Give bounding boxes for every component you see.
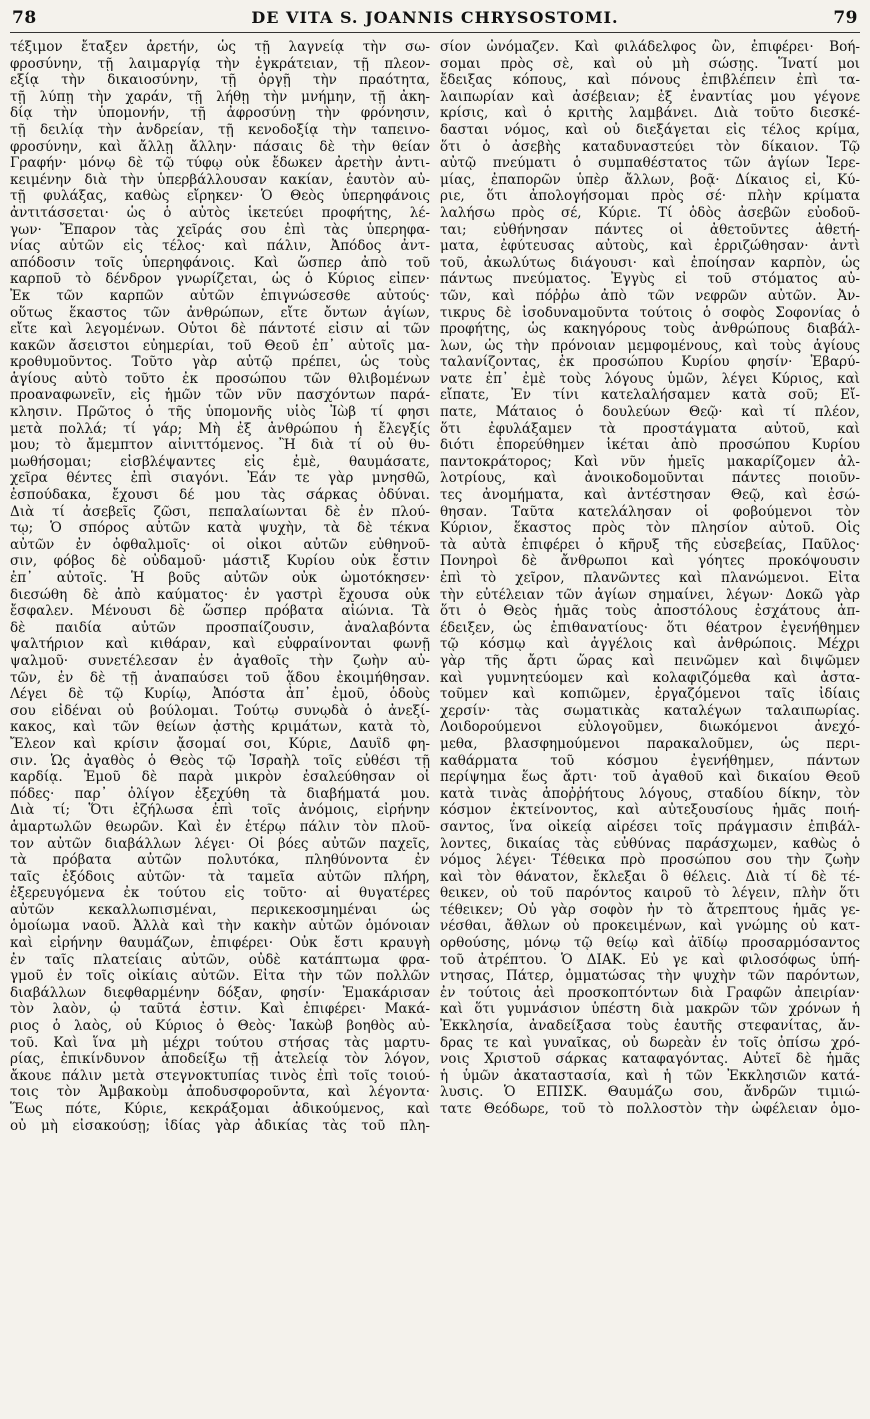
text-line: ὅτι ὁ ἀσεβὴς καταδυναστεύει τὸν δίκαιον. Τῷ: [440, 138, 860, 155]
text-line: ἐπ᾽ αὐτοῖς. Ἡ βοῦς αὐτῶν οὐκ ὠμοτόκησεν·: [10, 570, 430, 586]
text-line: τῷ κόσμῳ καὶ ἀγγέλοις καὶ ἀνθρώποις. Μέχρι: [440, 636, 860, 653]
text-line: ὅτι ὁ Θεὸς ἡμᾶς τοὺς ἀποστόλους ἐσχάτους ἀπ-: [440, 603, 860, 620]
text-line: ἁγίους αὐτὸ τοῦτο ἐκ προσώπου τῶν θλιβομένων: [10, 370, 430, 387]
text-line: ψαλτήριον καὶ κιθάραν, καὶ εὐφραίνονται φωνῇ: [10, 636, 430, 653]
text-line: κακῶν ἄσειστοι εὐημερίαι, τοῦ Θεοῦ ἐπ᾽ αὐτοῖς μα-: [10, 337, 430, 354]
text-line: εξίᾳ τὴν δικαιοσύνην, τῇ ὀργῇ τὴν πραότητα,: [10, 72, 430, 89]
text-line: πάντως πνεύματος. Ἐγγὺς εἶ τοῦ στόματος αὐ-: [440, 271, 860, 288]
text-line: λων, ὡς τὴν πρόνοιαν μεμφομένους, καὶ τοὺς ἁγίους: [440, 337, 860, 354]
text-line: μετὰ πολλά; τί γάρ; Μὴ ἐξ ἀνθρώπου ἡ ἔλεγξίς: [10, 420, 430, 437]
text-line: μωθήσομαι; εἰσβλέψαντες εἰς ἐμὲ, θαυμάσατε,: [10, 453, 430, 470]
text-line: μίας, ἐπαπορῶν ὑπὲρ ἄλλων, βοᾷ· Δίκαιος εἶ, Κύ-: [440, 171, 860, 188]
text-line: τέξιμον ἔταξεν ἀρετήν, ὡς τῇ λαγνείᾳ τὴν σω-: [10, 39, 430, 55]
text-line: Κύριον, ἕκαστος πρὸς τὸν πλησίον αὐτοῦ. Οἷς: [440, 520, 860, 537]
page-number-left: 78: [12, 8, 37, 28]
text-line: ματα, ἐφύτευσας αὐτοὺς, καὶ ἐρριζώθησαν· ἀντὶ: [440, 238, 860, 255]
text-line: έδειξεν, ὡς ἐπιθανατίους· ὅτι θέατρον ἐγενήθημεν: [440, 619, 860, 636]
text-line: τὰ πρόβατα αὐτῶν πολυτόκα, πληθύνοντα ἐν: [10, 852, 430, 869]
text-line: τον αὐτῶν διαβάλλων λέγει· Οἱ βόες αὐτῶν παχεῖς,: [10, 835, 430, 852]
text-line: νοις Χριστοῦ σάρκας καταφαγόντας. Αὐτεῖ δὲ ἡμᾶς: [440, 1051, 860, 1068]
text-line: τοῦ ἀτρέπτου. Ὁ ΔΙΑΚ. Εὖ γε καὶ φιλοσόφως ὑπή-: [440, 951, 860, 968]
text-line: ἀντιτάσσεται· ὡς ὁ αὐτὸς ἱκετεύει προφήτης, λέ-: [10, 204, 430, 221]
text-line: ταλανίζοντας, ἐκ προσώπου Κυρίου φησίν· Ἐβαρύ-: [440, 354, 860, 371]
text-line: χεῖρα θέντες ἐπὶ σιαγόνι. Ἐάν τε γὰρ μνησθῶ,: [10, 470, 430, 487]
text-line: παντοκράτορος; Καὶ νῦν ἡμεῖς μακαρίζομεν ἀλ-: [440, 453, 860, 470]
text-line: ἐπὶ τὸ χεῖρον, πλανῶντες καὶ πλανώμενοι. Εἶτα: [440, 570, 860, 586]
text-line: ἔδειξας κόπους, καὶ πόνους ἐπιβλέπειν ἐπὶ τα-: [440, 72, 860, 89]
text-line: Ἔλεον καὶ κρίσιν ᾄσομαί σοι, Κύριε, Δαυῒδ φη-: [10, 735, 430, 752]
text-line: χερσίν· τὰς σωματικὰς καταλέγων ταλαιπωρίας.: [440, 702, 860, 719]
text-line: καὶ γυμνητεύομεν καὶ κολαφιζόμεθα καὶ ἀστα-: [440, 669, 860, 686]
text-line: τες ἀνομήματα, καὶ ἀντέστησαν Θεῷ, καὶ ἐσώ-: [440, 487, 860, 504]
text-line: καὶ εἰρήνην θαυμάζων, ἐπιφέρει· Οὐκ ἔστι κραυγὴ: [10, 935, 430, 952]
text-line: σίον ὠνόμαζεν. Καὶ φιλάδελφος ὢν, ἐπιφέρει· Βοή-: [440, 39, 860, 55]
two-column-body: [10, 39, 860, 1415]
text-line: θησαν. Ταῦτα κατελάλησαν οἱ φοβούμενοι τὸν: [440, 503, 860, 520]
text-line: διαβάλλων διεφθαρμένην δόξαν, φησίν· Ἐμακάρισαν: [10, 984, 430, 1001]
text-line: καὶ τὸν θάνατον, ἔκλεξαι ὃ θέλεις. Διὰ τί δὲ τέ-: [440, 868, 860, 885]
text-line: θεικεν, οὐ τοῦ παρόντος καιροῦ τὸ λέγειν, πλὴν ὅτι: [440, 885, 860, 902]
text-line: προαναφωνεῖν, εἰς ἡμῶν τῶν νῦν πασχόντων παρά-: [10, 387, 430, 404]
text-line: προφήτης, ὡς κακηγόρους τοὺς ἀνθρώπους διαβάλ-: [440, 321, 860, 338]
text-line: ὁμοίωμα ναοῦ. Ἀλλὰ καὶ τὴν κακὴν αὐτῶν ὁμόνοιαν: [10, 918, 430, 935]
text-line: ντησας, Πάτερ, ὀμματώσας τὴν ψυχὴν τῶν παρόντων,: [440, 968, 860, 985]
text-line: καρδίᾳ. Ἐμοῦ δὲ παρὰ μικρὸν ἐσαλεύθησαν οἱ: [10, 769, 430, 786]
text-line: σαντος, ἵνα οἰκείᾳ αἱρέσει τοῖς πράγμασιν ἐπιβάλ-: [440, 818, 860, 835]
text-line: οὐ μὴ εἰσακούσῃ; ἰδίας γὰρ ἀδικίας τὰς τοῦ πλη-: [10, 1117, 430, 1134]
text-line: ριε, ὅτι ἀπολογήσομαι πρὸς σέ· πλὴν κρίματα: [440, 188, 860, 205]
text-line: περίψημα ἕως ἄρτι· τοῦ ἀγαθοῦ καὶ δικαίου Θεοῦ: [440, 769, 860, 786]
text-line: λαλήσω πρὸς σέ, Κύριε. Τί ὁδὸς ἀσεβῶν εὐοδοῦ-: [440, 204, 860, 221]
text-line: κακος, καὶ τῶν θείων ᾀστὴς κριμάτων, κατὰ τὸ,: [10, 719, 430, 736]
text-line: αὐτῶν κεκαλλωπισμέναι, περικεκοσμημέναι ὡς: [10, 901, 430, 918]
text-line: Πονηροὶ δὲ ἄνθρωποι καὶ γόητες προκόψουσιν: [440, 553, 860, 570]
text-line: τὸν λαὸν, ᾧ ταῦτά ἐστιν. Καὶ ἐπιφέρει· Μακά-: [10, 1001, 430, 1018]
text-line: Λέγει δὲ τῷ Κυρίῳ, Ἀπόστα ἀπ᾽ ἐμοῦ, ὁδοὺς: [10, 686, 430, 703]
running-title: DE VITA S. JOANNIS CHRYSOSTOMI.: [251, 8, 619, 27]
text-line: οὕτως ἕκαστος τῶν ἀνθρώπων, εἴτε ὄντων ἁγίων,: [10, 304, 430, 321]
text-line: Ἕως πότε, Κύριε, κεκράξομαι ἀδικούμενος, καὶ: [10, 1101, 430, 1117]
text-line: τοῦ. Καὶ ἵνα μὴ μέχρι τούτου στήσας τὰς μαρτυ-: [10, 1034, 430, 1051]
text-line: τοῦμεν καὶ κοπιῶμεν, ἐργαζόμενοι ταῖς ἰδίαις: [440, 686, 860, 703]
text-line: καὶ ὅτι γυμνάσιον ὑπέστη διὰ μακρῶν τῶν χρόνων ἡ: [440, 1001, 860, 1018]
text-line: τῇ λύπῃ τὴν χαράν, τῇ λήθῃ τὴν μνήμην, τῇ ἀκη-: [10, 88, 430, 105]
text-line: δρας τε καὶ γυναῖκας, οὐ δωρεὰν ἐν τοῖς ὀπίσω χρό-: [440, 1034, 860, 1051]
text-line: κειμένην διὰ τὴν ὑπερβάλλουσαν κακίαν, ἑαυτὸν αὐ-: [10, 171, 430, 188]
text-line: τοις τὸν Ἀμβακοὺμ ἀποδυσφοροῦντα, καὶ λέγοντα·: [10, 1084, 430, 1101]
text-line: λυσις. Ὁ ΕΠΙΣΚ. Θαυμάζω σου, ἄνδρῶν τιμιώ-: [440, 1084, 860, 1101]
text-line: τοῦ, ἀκωλύτως διάγουσι· καὶ ἐποίησαν καρπὸν, ὡς: [440, 254, 860, 271]
text-line: νόμος λέγει· Τέθεικα πρὸ προσώπου σου τὴν ζωὴν: [440, 852, 860, 869]
text-line: φροσύνην, τῇ λαιμαργίᾳ τὴν ἐγκράτειαν, τῇ πλεον-: [10, 55, 430, 72]
text-line: τικρυς δὲ ἰσοδυναμοῦντα τούτοις ὁ σοφὸς Σοφονίας ὁ: [440, 304, 860, 321]
text-line: μεθα, βλασφημούμενοι παρακαλοῦμεν, ὡς περι-: [440, 735, 860, 752]
text-line: κλησιν. Πρῶτος ὁ τῆς ὑπομονῆς υἱὸς Ἰὼβ τί φησι: [10, 404, 430, 421]
text-line: νατε ἐπ᾽ ἐμὲ τοὺς λόγους ὑμῶν, λέγει Κύριος, καὶ: [440, 370, 860, 387]
column-left: [10, 39, 430, 1415]
text-line: κατὰ τινὰς ἀποῤῥήτους λόγους, σταδίου δίκην, τὸν: [440, 785, 860, 802]
text-line: ψαλμοῦ· συνετέλεσαν ἐν ἀγαθοῖς τὴν ζωὴν αὐ-: [10, 652, 430, 669]
text-line: τὰ αὐτὰ ἐπιφέρει ὁ κῆρυξ τῆς εὐσεβείας, Παῦλος·: [440, 536, 860, 553]
text-line: διεσώθη δὲ ἀπὸ καύματος· ἐν γαστρὶ ἔχουσα οὐκ: [10, 586, 430, 603]
text-line: σιν, φόβος δὲ οὐδαμοῦ· μάστιξ Κυρίου οὐκ ἔστιν: [10, 553, 430, 570]
text-line: ἁμαρτωλῶν θεωρῶν. Καὶ ἐν ἑτέρῳ πάλιν τὸν πλοῦ-: [10, 818, 430, 835]
text-line: καθάρματα τοῦ κόσμου ἐγενήθημεν, πάντων: [440, 752, 860, 769]
text-line: απόδοσιν τοῖς ὑπερηφάνοις. Καὶ ὥσπερ ἀπὸ τοῦ: [10, 254, 430, 271]
text-line: τῇ φυλάξας, καθὼς εἴρηκεν· Ὁ Θεὸς ὑπερηφάνοις: [10, 188, 430, 205]
page-number-right: 79: [833, 8, 858, 28]
text-line: Λοιδορούμενοι εὐλογοῦμεν, διωκόμενοι ἀνεχό-: [440, 719, 860, 736]
text-line: ἐν τούτοις ἀεὶ προσκοπτόντων διὰ Γραφῶν ἀπειρίαν·: [440, 984, 860, 1001]
text-line: φροσύνην, καὶ ἄλλῃ ἄλλην· πάσαις δὲ τὴν θείαν: [10, 138, 430, 155]
text-line: διότι ἐπορεύθημεν ἱκέται ἀπὸ προσώπου Κυρίου: [440, 437, 860, 454]
text-line: δίᾳ τὴν ὑπομονήν, τῇ ἀφροσύνῃ τὴν φρόνησιν,: [10, 105, 430, 122]
text-line: ἐν ταῖς πλατείαις αὐτῶν, οὐδὲ κατάπτωμα φρα-: [10, 951, 430, 968]
text-line: δὲ παιδία αὐτῶν προσπαίζουσιν, ἀναλαβόντα: [10, 619, 430, 636]
text-line: εἴτε καὶ λεγομένων. Οὗτοι δὲ πάντοτέ εἰσιν αἱ τῶν: [10, 321, 430, 338]
text-line: τῶν, καὶ πόῤῥω ἀπὸ τῶν νεφρῶν αὐτῶν. Ἀν-: [440, 287, 860, 304]
text-line: τῇ δειλίᾳ τὴν ἀνδρείαν, τῇ κενοδοξίᾳ τὴν ταπεινο-: [10, 121, 430, 138]
text-line: τῶν, ἐν δὲ τῇ ἀναπαύσει τοῦ ᾅδου ἐκοιμήθησαν.: [10, 669, 430, 686]
text-line: ριος ὁ λαὸς, οὗ Κύριος ὁ Θεὸς· Ἰακὼβ βοηθὸς αὐ-: [10, 1018, 430, 1035]
text-line: καρποῦ τὸ δένδρον γνωρίζεται, ὡς ὁ Κύριος εἶπεν·: [10, 271, 430, 288]
text-line: ἡ ὑμῶν ἀκαταστασία, καὶ ἡ τῶν Ἐκκλησιῶν κατά-: [440, 1067, 860, 1084]
text-line: ἐσπούδακα, ἔχουσι δέ μου τὰς σάρκας ὀδύναι.: [10, 487, 430, 504]
text-line: τῳ; Ὁ σπόρος αὐτῶν κατὰ ψυχὴν, τὰ δὲ τέκνα: [10, 520, 430, 537]
text-line: ἐξερευγόμενα ἐκ τούτου εἰς τοῦτο· αἱ θυγατέρες: [10, 885, 430, 902]
text-line: κροθυμοῦντος. Τοῦτο γὰρ αὐτῷ πρέπει, ὡς τοὺς: [10, 354, 430, 371]
text-line: ταῖς ἐξόδοις αὐτῶν· τὰ ταμεῖα αὐτῶν πλήρη,: [10, 868, 430, 885]
text-line: σιν. Ὡς ἀγαθὸς ὁ Θεὸς τῷ Ἰσραὴλ τοῖς εὐθέσι τῇ: [10, 752, 430, 769]
text-line: ορθούσης, μόνῳ τῷ θείῳ καὶ ἀϊδίῳ προσαρμόσαντος: [440, 935, 860, 952]
text-line: Γραφήν· μόνῳ δὲ τῷ τύφῳ οὐκ ἔδωκεν ἀρετὴν ἀντι-: [10, 155, 430, 172]
text-line: λαιπωρίαν καὶ ἀσέβειαν; ἐξ ἐναντίας μου γέγονε: [440, 88, 860, 105]
text-line: Ἐκκλησία, ἀναδείξασα τοὺς ἑαυτῆς στεφανίτας, ἄν-: [440, 1018, 860, 1035]
text-line: μου; τὸ ἄμεμπτον αἰνιττόμενος. Ἢ διὰ τί οὐ θυ-: [10, 437, 430, 454]
text-line: ὅτι ἐφυλάξαμεν τὰ προστάγματα αὐτοῦ, καὶ: [440, 420, 860, 437]
text-line: κόσμον ἐκτείνοντος, καὶ αὐτεξουσίους ἡμᾶς ποιή-: [440, 802, 860, 819]
text-line: πατε, Μάταιος ὁ δουλεύων Θεῷ· καὶ τί πλέον,: [440, 404, 860, 421]
text-line: δασται νόμος, καὶ οὐ διεξάγεται εἰς τέλος κρίμα,: [440, 121, 860, 138]
text-line: ρίας, ἐπικίνδυνον ἀποδείξω τῇ ἀτελείᾳ τὸν λόγον,: [10, 1051, 430, 1068]
text-line: γων· Ἔπαρον τὰς χεῖράς σου ἐπὶ τὰς ὑπερηφα-: [10, 221, 430, 238]
text-line: αὐτῶν ἐν ὀφθαλμοῖς· οἱ οἶκοι αὐτῶν εὐθηνοῦ-: [10, 536, 430, 553]
column-right: [440, 39, 860, 1415]
text-line: σομαι πρὸς σὲ, καὶ οὐ μὴ σώσῃς. Ἵνατί μοι: [440, 55, 860, 72]
text-line: νέσθαι, ἄθλων οὐ προκειμένων, καὶ γνώμης οὐ κατ-: [440, 918, 860, 935]
text-line: πόδες· παρ᾽ ὀλίγον ἐξεχύθη τὰ διαβήματά μου.: [10, 785, 430, 802]
text-line: κρίσις, καὶ ὁ κριτὴς λαμβάνει. Διὰ τοῦτο διεσκέ-: [440, 105, 860, 122]
text-line: Διὰ τί ἀσεβεῖς ζῶσι, πεπαλαίωνται δὲ ἐν πλού-: [10, 503, 430, 520]
text-line: λοτρίους, καὶ ἀνοικοδομοῦνται πάντες ποιοῦν-: [440, 470, 860, 487]
text-line: τέθεικεν; Οὐ γὰρ σοφὸν ἦν τὸ ἄτρεπτους ἡμᾶς γε-: [440, 901, 860, 918]
text-line: νίας αὐτῶν εἰς τέλος· καὶ πάλιν, Ἀπόδος ἀντ-: [10, 238, 430, 255]
text-line: λοντες, δικαίας τὰς εὐθύνας παράσχωμεν, καθὼς ὁ: [440, 835, 860, 852]
text-line: Ἐκ τῶν καρπῶν αὐτῶν ἐπιγνώσεσθε αὐτούς·: [10, 287, 430, 304]
text-line: τὴν εὐτέλειαν τῶν ἁγίων σημαίνει, λέγων· Δοκῶ γὰρ: [440, 586, 860, 603]
text-line: γμοῦ ἐν τοῖς οἰκίαις αὐτῶν. Εἶτα τὴν τῶν πολλῶν: [10, 968, 430, 985]
text-line: τατε Θεόδωρε, τοῦ τὸ πολλοστὸν τὴν ὠφέλειαν ὁμο-: [440, 1101, 860, 1117]
text-line: ἄκουε πάλιν μετὰ στεγνοκτυπίας τινὸς ἐπὶ τοῖς τοιού-: [10, 1067, 430, 1084]
text-line: Διὰ τί; Ὅτι ἐζήλωσα ἐπὶ τοῖς ἀνόμοις, εἰρήνην: [10, 802, 430, 819]
text-line: ἔσφαλεν. Μένουσι δὲ ὥσπερ πρόβατα αἰώνια. Τὰ: [10, 603, 430, 620]
text-line: ται; εὐθήνησαν πάντες οἱ ἀθετοῦντες ἀθετή-: [440, 221, 860, 238]
text-line: γὰρ τῆς ἄρτι ὥρας καὶ πεινῶμεν καὶ διψῶμεν: [440, 652, 860, 669]
text-line: αὐτῷ πνεύματι ὁ συμπαθέστατος τῶν ἁγίων Ἱερε-: [440, 155, 860, 172]
text-line: σου εἰδέναι οὐ βούλομαι. Τούτῳ συνῳδὰ ὁ ἀνεξί-: [10, 702, 430, 719]
text-line: εἴπατε, Ἐν τίνι κατελαλήσαμεν κατὰ σοῦ; Εἴ-: [440, 387, 860, 404]
running-head: [10, 6, 860, 33]
